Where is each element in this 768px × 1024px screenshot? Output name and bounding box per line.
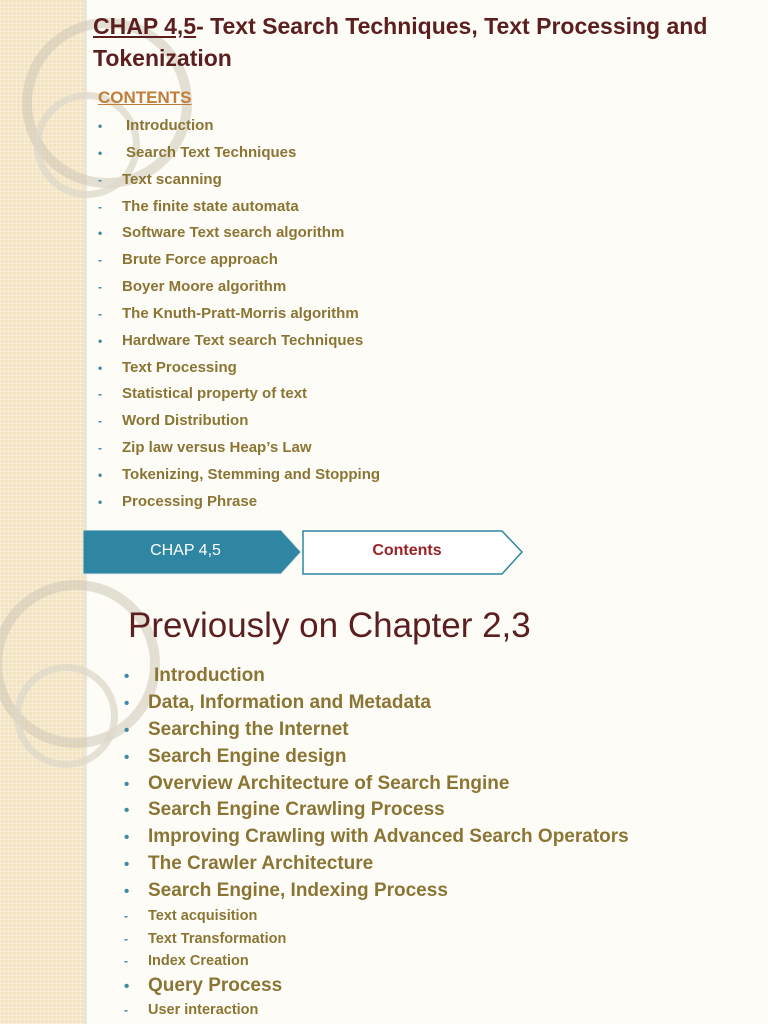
topic-item: [124, 928, 629, 951]
topic-item-text: Text acquisition: [148, 908, 258, 925]
bullet-marker: •: [98, 333, 103, 348]
topic-item-text: Introduction: [154, 665, 265, 686]
bullet-marker: •: [124, 883, 130, 901]
contents-item: [98, 301, 380, 328]
contents-item: [98, 247, 380, 274]
dash-marker: -: [124, 954, 128, 969]
contents-item: [98, 140, 380, 167]
bullet-marker: •: [124, 856, 130, 874]
dash-marker: -: [124, 1003, 128, 1018]
topic-item: [124, 999, 629, 1022]
bullet-marker: •: [98, 145, 103, 160]
topic-item: [124, 878, 629, 905]
contents-item-text: Boyer Moore algorithm: [122, 278, 287, 296]
decorative-ring-inner: [14, 664, 118, 768]
dash-marker: -: [98, 306, 102, 321]
contents-item-text: Brute Force approach: [122, 251, 278, 269]
breadcrumb-step-2: Contents: [372, 542, 442, 559]
slide2-title: Previously on Chapter 2,3: [128, 606, 531, 645]
contents-item: [98, 220, 380, 247]
topic-item-text: The Crawler Architecture: [148, 853, 374, 875]
dash-marker: -: [98, 280, 102, 295]
contents-item: [98, 489, 380, 516]
bullet-marker: •: [124, 748, 130, 766]
topic-item-text: Data, Information and Metadata: [148, 691, 431, 713]
contents-item-text: Search Text Techniques: [126, 143, 297, 161]
contents-item-text: Text Processing: [122, 358, 237, 376]
topic-item: [124, 950, 629, 973]
contents-item: [98, 408, 380, 435]
bullet-marker: •: [124, 775, 130, 793]
previous-topics-list: [124, 663, 629, 1022]
contents-item-text: Statistical property of text: [122, 385, 308, 403]
bullet-marker: •: [98, 360, 103, 375]
contents-item: [98, 328, 380, 355]
contents-item-text: Processing Phrase: [122, 492, 258, 510]
topic-item-text: Text Transformation: [148, 930, 287, 947]
bullet-marker: •: [124, 694, 130, 712]
bullet-marker: •: [124, 829, 130, 847]
contents-item-text: Text scanning: [122, 170, 222, 188]
contents-item-text: Zip law versus Heap’s Law: [122, 439, 312, 457]
dash-marker: -: [124, 909, 128, 924]
topic-item: [124, 797, 629, 824]
contents-item: [98, 355, 380, 382]
contents-heading: CONTENTS: [98, 88, 192, 107]
topic-item: [124, 905, 629, 928]
bullet-marker: •: [98, 119, 103, 133]
bullet-marker: •: [98, 226, 103, 241]
contents-item-text: Introduction: [126, 117, 214, 134]
topic-item-text: Search Engine design: [148, 745, 347, 767]
bullet-marker: •: [124, 721, 130, 739]
title-rest: - Text Search Techniques, Text Processing and Tokenization: [93, 13, 708, 71]
bullet-marker: •: [124, 977, 130, 995]
dash-marker: -: [98, 199, 102, 214]
topic-item: [124, 717, 629, 744]
topic-item: [124, 663, 629, 690]
topic-item: [124, 851, 629, 878]
contents-list: [98, 113, 380, 516]
dash-marker: -: [98, 414, 102, 429]
topic-item: [124, 824, 629, 851]
bullet-marker: •: [124, 668, 130, 685]
topic-item-text: User interaction: [148, 1002, 259, 1019]
contents-item: [98, 113, 380, 140]
bullet-marker: •: [124, 802, 130, 820]
topic-item: [124, 744, 629, 771]
contents-item: [98, 462, 380, 489]
slide-title: [93, 10, 743, 74]
title-chapter: CHAP 4,5: [93, 13, 197, 39]
contents-item-text: Word Distribution: [122, 412, 249, 430]
topic-item-text: Improving Crawling with Advanced Search Operators: [148, 826, 629, 848]
topic-item: [124, 771, 629, 798]
topic-item-text: Overview Architecture of Search Engine: [148, 772, 510, 794]
topic-item: [124, 690, 629, 717]
topic-item-text: Index Creation: [148, 953, 249, 970]
contents-item: [98, 435, 380, 462]
contents-item-text: Tokenizing, Stemming and Stopping: [122, 465, 381, 483]
contents-item-text: The finite state automata: [122, 197, 299, 215]
dash-marker: -: [124, 931, 128, 946]
contents-item: [98, 167, 380, 194]
contents-item-text: The Knuth-Pratt-Morris algorithm: [122, 304, 359, 322]
contents-item: [98, 194, 380, 221]
topic-item-text: Search Engine Crawling Process: [148, 799, 445, 821]
topic-item-text: Query Process: [148, 974, 283, 996]
dash-marker: -: [98, 387, 102, 402]
breadcrumb-step-1: CHAP 4,5: [150, 542, 221, 559]
bullet-marker: •: [98, 494, 103, 509]
topic-item-text: Searching the Internet: [148, 718, 349, 740]
bullet-marker: •: [98, 467, 103, 482]
dash-marker: -: [98, 172, 102, 187]
dash-marker: -: [98, 441, 102, 456]
topic-item-text: Search Engine, Indexing Process: [148, 880, 448, 902]
contents-item: [98, 274, 380, 301]
contents-item-text: Software Text search algorithm: [122, 224, 345, 242]
contents-item: [98, 381, 380, 408]
dash-marker: -: [98, 253, 102, 268]
topic-item: [124, 973, 629, 1000]
contents-item-text: Hardware Text search Techniques: [122, 331, 364, 349]
